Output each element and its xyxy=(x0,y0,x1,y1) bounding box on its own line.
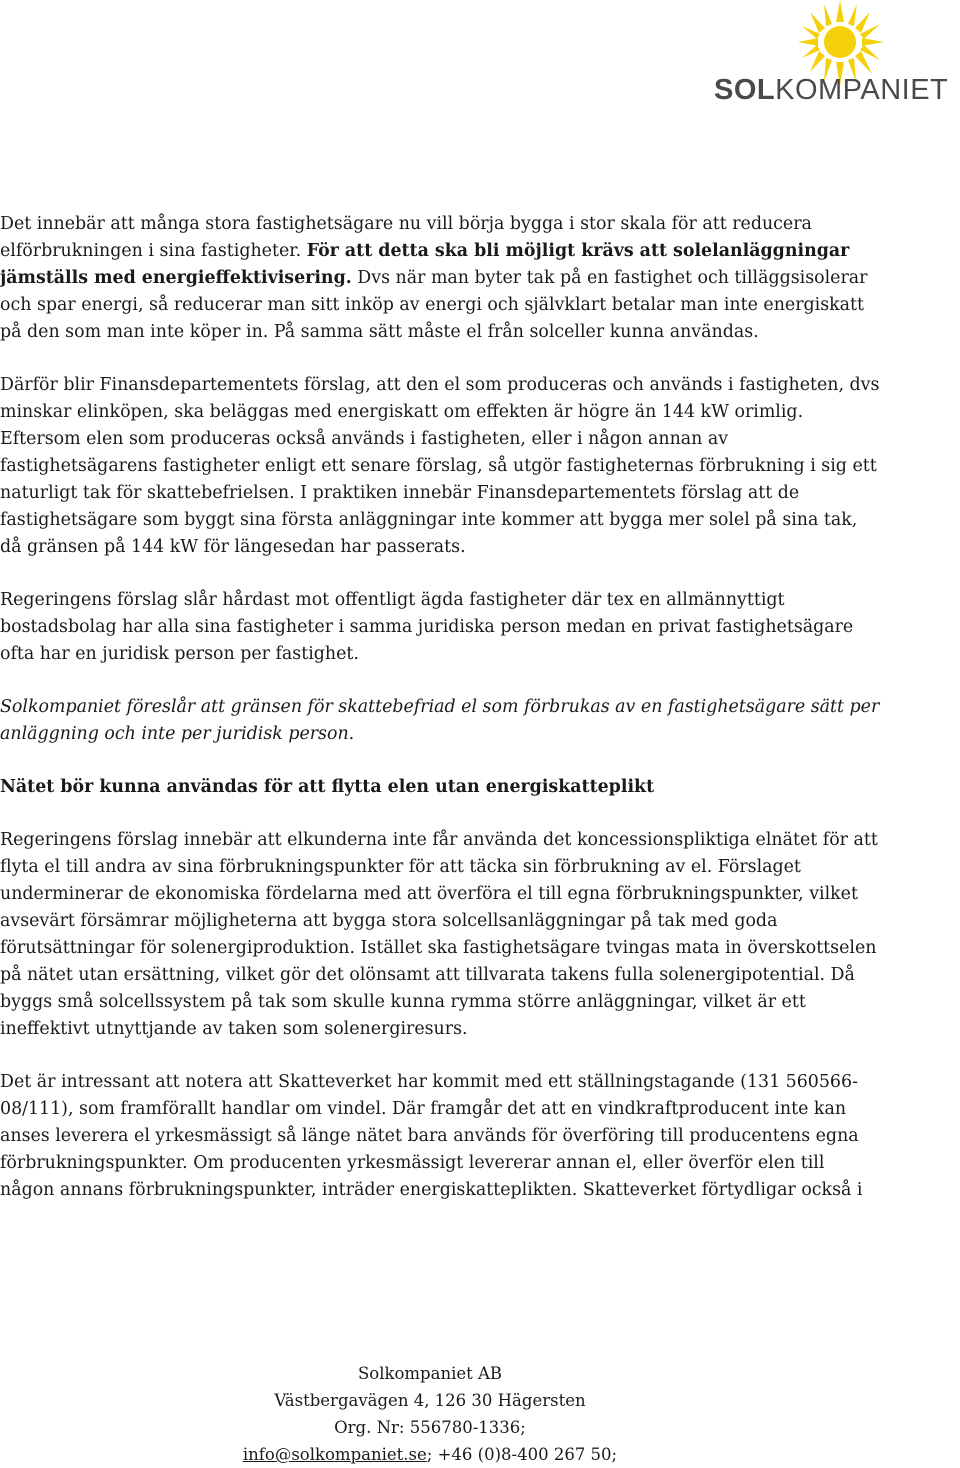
footer-org: Org. Nr: 556780-1336; xyxy=(334,1418,526,1437)
company-logo xyxy=(714,0,960,112)
footer-address: Västbergavägen 4, 126 30 Hägersten xyxy=(274,1391,586,1410)
page-footer xyxy=(0,1360,860,1468)
paragraph-2: Därför blir Finansdepartementets förslag, att den el som produceras och används i fastigheten, dvs minskar elinköpen, ska beläggas med energiskatt om effekten är högre än 144 kW orimlig. Eftersom elen som produceras också används i fastigheten, eller i någon annan av fastighetsägarens fastigheter enligt ett senare förslag, så utgör fastigheternas förbrukning i sig ett naturligt tak för skattebefrielsen. I praktiken innebär Finansdepartementets förslag att de fastighetsägare som byggt sina första anläggningar inte kommer att bygga mer solel på sina tak, då gränsen på 144 kW för längesedan har passerats. xyxy=(0,375,880,557)
footer-phone: ; +46 (0)8-400 267 50; xyxy=(426,1445,618,1464)
paragraph-5: Regeringens förslag innebär att elkunderna inte får använda det koncessionspliktiga elnätet för att flyta el till andra av sina förbrukningspunkter för att täcka sin förbrukning av el. Förslaget underminerar de ekonomiska fördelarna med att överföra el till egna förbrukningspunkter, vilket avsevärt försämrar möjligheterna att bygga stora solcellsanläggningar på tak med goda förutsättningar för solenergiproduktion. Istället ska fastighetsägare tvingas mata in överskottselen på nätet utan ersättning, vilket gör det olönsamt att tillvarata takens fulla solenergipotential. Då byggs små solcellssystem på tak som skulle kunna rymma större anläggningar, vilket är ett ineffektivt utnyttjande av taken som solenergiresurs. xyxy=(0,830,878,1039)
paragraph-4-italic: Solkompaniet föreslår att gränsen för skattebefriad el som förbrukas av en fastighetsägare sätt per anläggning och inte per juridisk person. xyxy=(0,697,880,744)
footer-email-link[interactable]: info@solkompaniet.se xyxy=(242,1445,427,1464)
paragraph-6: Det är intressant att notera att Skatteverket har kommit med ett ställningstagande (131 560566-08/111), som framförallt handlar om vindel. Där framgår det att en vindkraftproducent inte kan anses leverera el yrkesmässigt så länge nätet bara används för överföring till producentens egna förbrukningspunkter. Om producenten yrkesmässigt levererar annan el, eller överför elen till någon annans förbrukningspunkter, inträder energiskatteplikten. Skatteverket förtydligar också i xyxy=(0,1072,863,1200)
paragraph-4 xyxy=(0,694,880,748)
footer-company: Solkompaniet AB xyxy=(357,1364,503,1383)
logo-text-bold: SOL xyxy=(714,74,776,106)
paragraph-1-text-b: Dvs när man byter tak på en fastighet och tilläggsisolerar och spar energi, så reducerar man sitt inköp av energi och självklart betalar man inte energiskatt på den som man inte köper in. På samma sätt måste el från solceller kunna användas. xyxy=(0,268,868,342)
paragraph-3: Regeringens förslag slår hårdast mot offentligt ägda fastigheter där tex en allmännyttigt bostadsbolag har alla sina fastigheter i samma juridiska person medan en privat fastighetsägare ofta har en juridisk person per fastighet. xyxy=(0,590,854,664)
paragraph-1-bold: För att detta ska bli möjligt krävs att solelanläggningar jämställs med energieffektivisering. xyxy=(0,241,850,288)
paragraph-1 xyxy=(0,211,880,346)
logo-text-rest: KOMPANIET xyxy=(775,74,949,106)
document-body xyxy=(0,211,880,1230)
section-heading: Nätet bör kunna användas för att flytta elen utan energiskatteplikt xyxy=(0,777,655,797)
paragraph-1-text-a: Det innebär att många stora fastighetsägare nu vill börja bygga i stor skala för att reducera elförbrukningen i sina fastigheter. xyxy=(0,214,812,261)
logo-wordmark xyxy=(714,74,948,107)
